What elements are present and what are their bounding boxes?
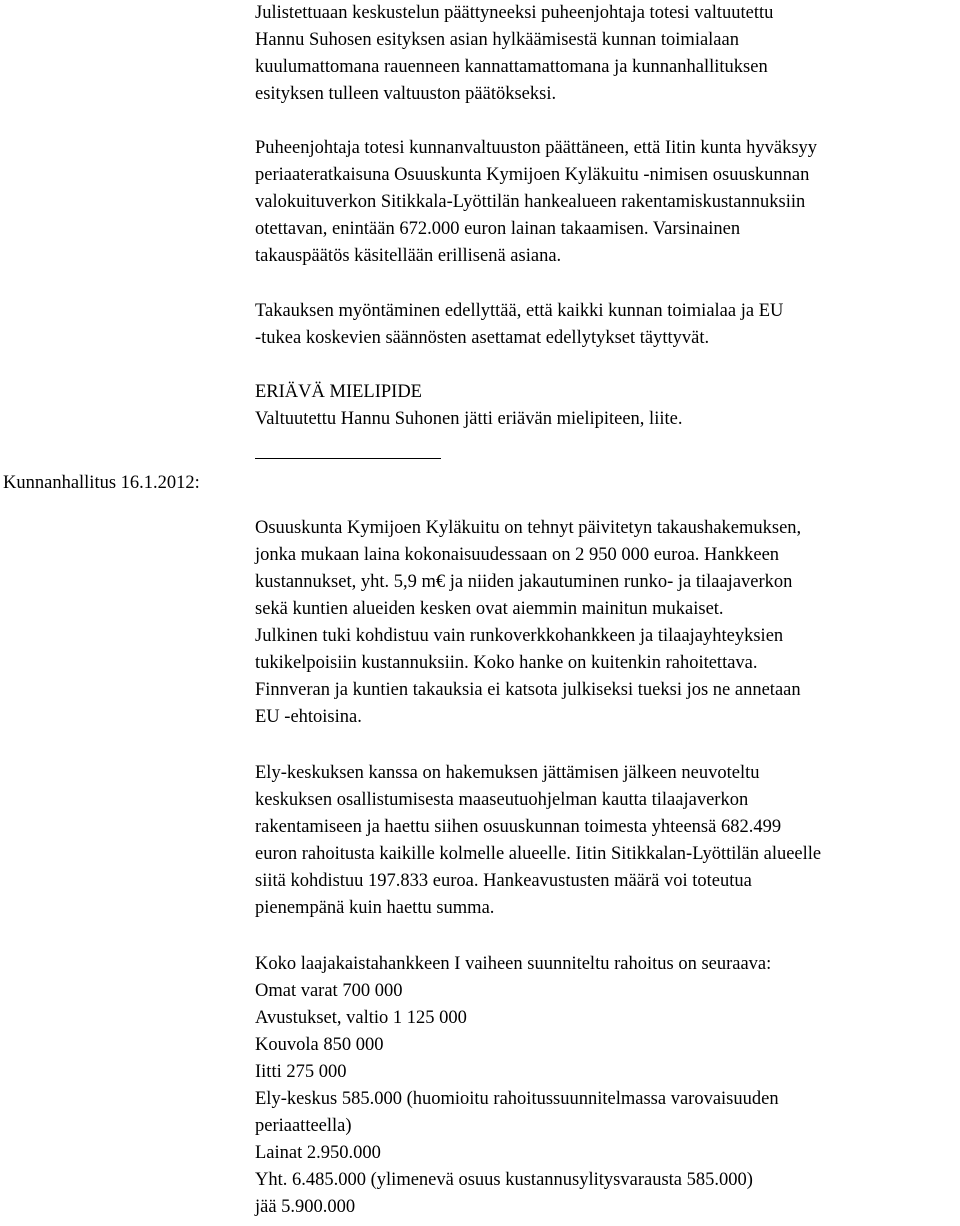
para5-line-3: rakentamiseen ja haettu siihen osuuskunnan toimesta yhteensä 682.499 (255, 817, 782, 837)
funding-item-4: Iitti 275 000 (255, 1062, 347, 1082)
para2-line-2: periaateratkaisuna Osuuskunta Kymijoen Kyläkuitu -nimisen osuuskunnan (255, 165, 810, 185)
funding-total: Yht. 6.485.000 (ylimenevä osuus kustannusylitysvarausta 585.000) (255, 1170, 753, 1190)
para5-line-2: keskuksen osallistumisesta maaseutuohjelman kautta tilaajaverkon (255, 790, 749, 810)
funding-item-3: Kouvola 850 000 (255, 1035, 384, 1055)
funding-remaining: jää 5.900.000 (255, 1197, 356, 1217)
funding-intro: Koko laajakaistahankkeen I vaiheen suunniteltu rahoitus on seuraava: (255, 954, 772, 974)
para2-line-3: valokuituverkon Sitikkala-Lyöttilän hankealueen rakentamiskustannuksiin (255, 192, 806, 212)
para4-line-1: Osuuskunta Kymijoen Kyläkuitu on tehnyt päivitetyn takaushakemuksen, (255, 518, 802, 538)
para5-line-5: siitä kohdistuu 197.833 euroa. Hankeavustusten määrä voi toteutua (255, 871, 752, 891)
funding-item-2: Avustukset, valtio 1 125 000 (255, 1008, 467, 1028)
para4-line-2: jonka mukaan laina kokonaisuudessaan on 2 950 000 euroa. Hankkeen (255, 545, 780, 565)
para1-line-4: esityksen tulleen valtuuston päätökseksi. (255, 84, 557, 104)
para4-line-8: EU -ehtoisina. (255, 707, 362, 727)
funding-item-1: Omat varat 700 000 (255, 981, 403, 1001)
para5-line-4: euron rahoitusta kaikille kolmelle alueelle. Iitin Sitikkalan-Lyöttilän alueelle (255, 844, 822, 864)
para4-line-3: kustannukset, yht. 5,9 m€ ja niiden jakautuminen runko- ja tilaajaverkon (255, 572, 793, 592)
funding-item-6: Lainat 2.950.000 (255, 1143, 381, 1163)
para1-line-3: kuulumattomana rauenneen kannattamattomana ja kunnanhallituksen (255, 57, 768, 77)
para3-line-1: Takauksen myöntäminen edellyttää, että kaikki kunnan toimialaa ja EU (255, 301, 784, 321)
para2-line-4: otettavan, enintään 672.000 euron lainan takaamisen. Varsinainen (255, 219, 741, 239)
para4-line-7: Finnveran ja kuntien takauksia ei katsota julkiseksi tueksi jos ne annetaan (255, 680, 801, 700)
para3-line-2: -tukea koskevien säännösten asettamat edellytykset täyttyvät. (255, 328, 710, 348)
para1-line-1: Julistettuaan keskustelun päättyneeksi puheenjohtaja totesi valtuutettu (255, 3, 774, 23)
para5-line-1: Ely-keskuksen kanssa on hakemuksen jättämisen jälkeen neuvoteltu (255, 763, 760, 783)
dissent-heading: ERIÄVÄ MIELIPIDE (255, 382, 422, 402)
dissent-text: Valtuutettu Hannu Suhonen jätti eriävän mielipiteen, liite. (255, 409, 683, 429)
para2-line-1: Puheenjohtaja totesi kunnanvaltuuston päättäneen, että Iitin kunta hyväksyy (255, 138, 818, 158)
para4-line-6: tukikelpoisiin kustannuksiin. Koko hanke on kuitenkin rahoitettava. (255, 653, 758, 673)
para4-line-4: sekä kuntien alueiden kesken ovat aiemmin mainitun mukaiset. (255, 599, 724, 619)
para5-line-6: pienempänä kuin haettu summa. (255, 898, 495, 918)
para1-line-2: Hannu Suhosen esityksen asian hylkäämisestä kunnan toimialaan (255, 30, 739, 50)
funding-item-5-cont: periaatteella) (255, 1116, 352, 1136)
board-meeting-label: Kunnanhallitus 16.1.2012: (3, 473, 200, 493)
section-divider (255, 458, 441, 459)
funding-item-5: Ely-keskus 585.000 (huomioitu rahoitussuunnitelmassa varovaisuuden (255, 1089, 779, 1109)
para2-line-5: takauspäätös käsitellään erillisenä asiana. (255, 246, 562, 266)
para4-line-5: Julkinen tuki kohdistuu vain runkoverkkohankkeen ja tilaajayhteyksien (255, 626, 784, 646)
